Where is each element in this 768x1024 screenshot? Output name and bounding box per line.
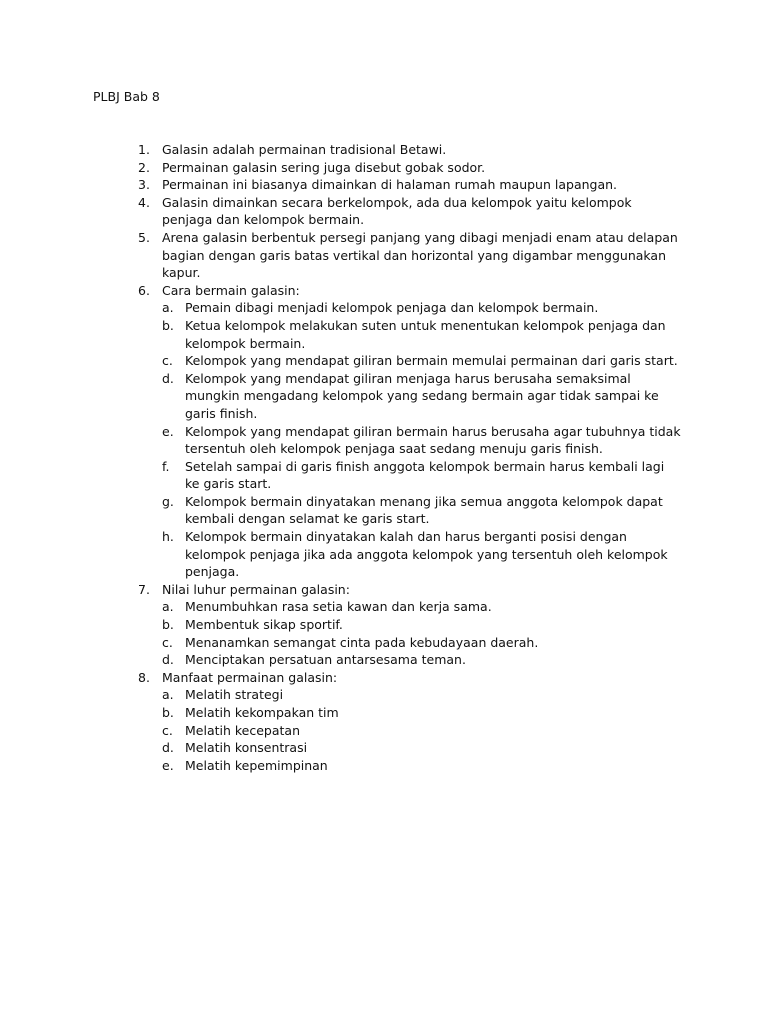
sub-list-item: [162, 528, 682, 581]
list-item-text: Permainan ini biasanya dimainkan di halaman rumah maupun lapangan.: [162, 177, 618, 193]
sub-list-marker: e.: [162, 423, 174, 439]
main-numbered-list: [138, 141, 682, 774]
sub-list-nilai-luhur: [162, 598, 682, 668]
list-item: [138, 194, 682, 229]
sub-list-marker: b.: [162, 617, 174, 633]
list-item-text: Arena galasin berbentuk persegi panjang yang dibagi menjadi enam atau delapan bagian dengan garis batas vertikal dan horizontal yang digambar menggunakan kapur.: [162, 229, 678, 281]
sub-list-marker: d.: [162, 370, 174, 386]
sub-list-item: [162, 686, 682, 704]
sub-list-item-text: Membentuk sikap sportif.: [185, 617, 343, 633]
list-marker: 8.: [138, 669, 150, 685]
sub-list-item-text: Melatih strategi: [185, 687, 284, 703]
sub-list-cara-bermain: [162, 299, 682, 581]
sub-list-marker: b.: [162, 317, 174, 333]
list-item: [138, 159, 682, 177]
sub-list-item: [162, 616, 682, 634]
sub-list-marker: a.: [162, 687, 174, 703]
sub-list-item-text: Melatih kepemimpinan: [185, 757, 328, 773]
sub-list-item-text: Pemain dibagi menjadi kelompok penjaga dan kelompok bermain.: [185, 300, 599, 316]
sub-list-item: [162, 458, 682, 493]
sub-list-item: [162, 317, 682, 352]
sub-list-item: [162, 370, 682, 423]
sub-list-marker: d.: [162, 740, 174, 756]
sub-list-item-text: Menanamkan semangat cinta pada kebudayaan daerah.: [185, 634, 539, 650]
list-item: [138, 229, 682, 282]
list-item: [138, 176, 682, 194]
list-marker: 1.: [138, 142, 150, 157]
sub-list-item-text: Menumbuhkan rasa setia kawan dan kerja sama.: [185, 599, 492, 615]
sub-list-marker: c.: [162, 353, 173, 369]
list-item-text: Cara bermain galasin:: [162, 282, 300, 298]
sub-list-item-text: Setelah sampai di garis finish anggota kelompok bermain harus kembali lagi ke garis start.: [185, 458, 665, 492]
sub-list-item: [162, 598, 682, 616]
list-item-text: Nilai luhur permainan galasin:: [162, 581, 350, 597]
list-item-manfaat: [138, 669, 682, 775]
list-marker: 7.: [138, 581, 150, 597]
sub-list-item: [162, 352, 682, 370]
sub-list-item: [162, 651, 682, 669]
sub-list-marker: f.: [162, 458, 170, 474]
sub-list-item: [162, 704, 682, 722]
sub-list-item-text: Melatih konsentrasi: [185, 740, 308, 756]
list-item-text: Galasin dimainkan secara berkelompok, ada dua kelompok yaitu kelompok penjaga dan kelompok bermain.: [162, 194, 632, 228]
sub-list-manfaat: [162, 686, 682, 774]
list-item-cara-bermain: [138, 282, 682, 581]
sub-list-marker: e.: [162, 757, 174, 773]
list-item: [138, 141, 682, 159]
sub-list-item: [162, 299, 682, 317]
list-marker: 5.: [138, 229, 150, 245]
sub-list-item-text: Menciptakan persatuan antarsesama teman.: [185, 652, 466, 668]
sub-list-item-text: Kelompok yang mendapat giliran menjaga harus berusaha semaksimal mungkin mengadang kelompok yang sedang bermain agar tidak sampai ke garis finish.: [185, 370, 659, 421]
sub-list-marker: d.: [162, 652, 174, 668]
sub-list-item-text: Ketua kelompok melakukan suten untuk menentukan kelompok penjaga dan kelompok bermain.: [185, 317, 666, 351]
sub-list-item-text: Kelompok yang mendapat giliran bermain harus berusaha agar tubuhnya tidak tersentuh oleh kelompok penjaga saat sedang menuju garis finish.: [185, 423, 681, 457]
sub-list-item-text: Melatih kekompakan tim: [185, 705, 339, 720]
sub-list-item-text: Kelompok yang mendapat giliran bermain memulai permainan dari garis start.: [185, 353, 678, 369]
list-item-text: Permainan galasin sering juga disebut gobak sodor.: [162, 159, 486, 175]
sub-list-marker: c.: [162, 722, 173, 738]
sub-list-marker: h.: [162, 529, 174, 545]
sub-list-item: [162, 722, 682, 740]
sub-list-item: [162, 739, 682, 757]
sub-list-marker: g.: [162, 493, 174, 509]
list-marker: 2.: [138, 159, 150, 175]
sub-list-marker: a.: [162, 300, 174, 316]
document-title: PLBJ Bab 8: [93, 89, 160, 104]
sub-list-item: [162, 493, 682, 528]
sub-list-item: [162, 757, 682, 775]
list-item-nilai-luhur: [138, 581, 682, 669]
list-item-text: Manfaat permainan galasin:: [162, 669, 338, 685]
sub-list-item-text: Kelompok bermain dinyatakan menang jika semua anggota kelompok dapat kembali dengan selamat ke garis start.: [185, 493, 663, 527]
list-item-text: Galasin adalah permainan tradisional Betawi.: [162, 142, 447, 157]
sub-list-item-text: Melatih kecepatan: [185, 722, 301, 738]
sub-list-item: [162, 634, 682, 652]
list-marker: 3.: [138, 177, 150, 193]
sub-list-marker: a.: [162, 599, 174, 615]
sub-list-marker: c.: [162, 634, 173, 650]
sub-list-item-text: Kelompok bermain dinyatakan kalah dan harus berganti posisi dengan kelompok penjaga jika ada anggota kelompok yang tersentuh oleh kelompok penjaga.: [185, 529, 668, 580]
sub-list-marker: b.: [162, 705, 174, 720]
sub-list-item: [162, 423, 682, 458]
list-marker: 6.: [138, 282, 150, 298]
list-marker: 4.: [138, 194, 150, 210]
